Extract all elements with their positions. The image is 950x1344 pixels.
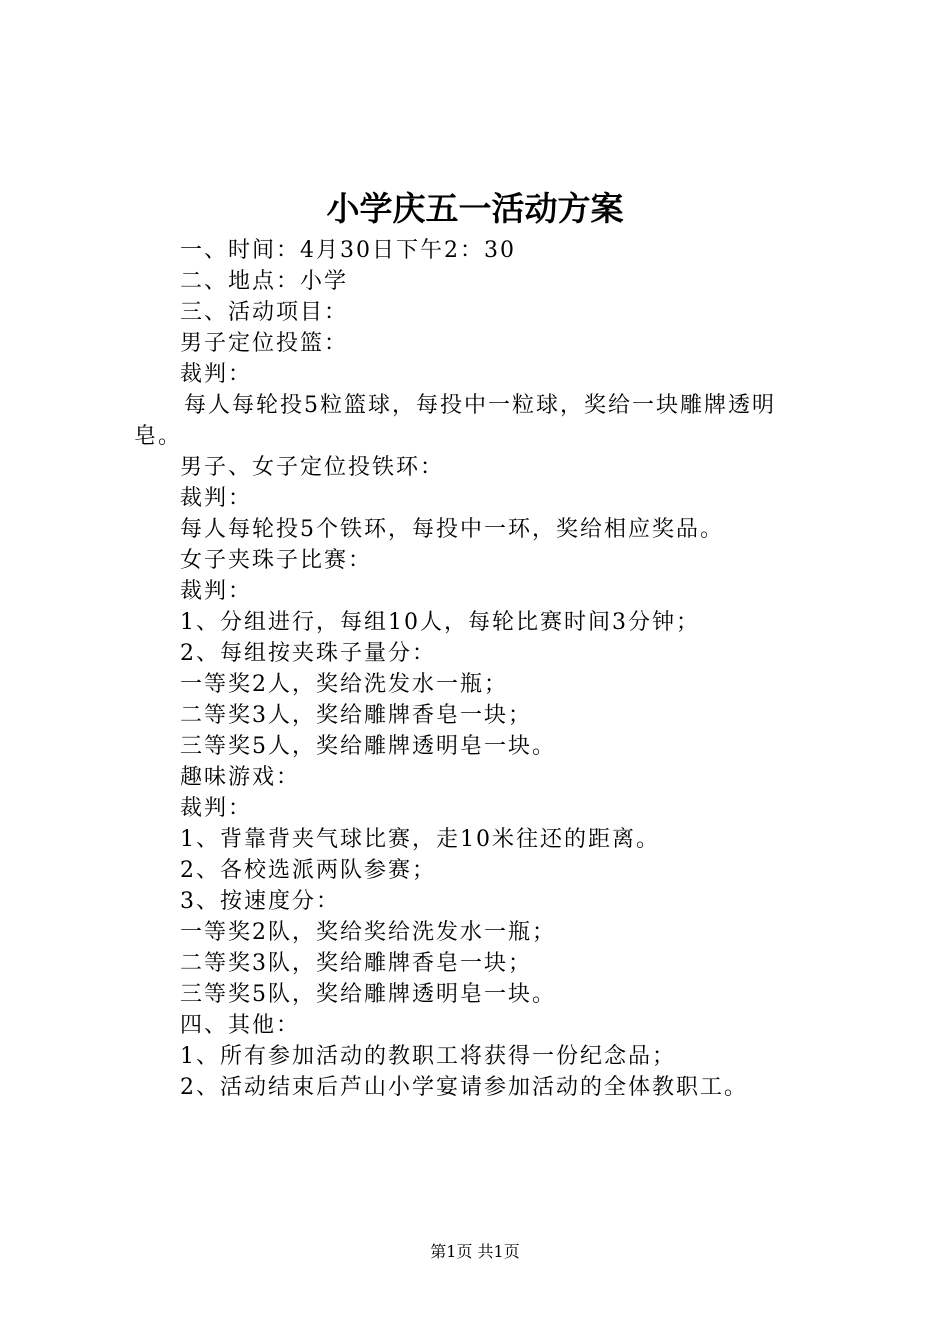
body-line: 裁判： bbox=[180, 796, 253, 821]
body-line: 三等奖5队，奖给雕牌透明皂一块。 bbox=[180, 982, 556, 1007]
body-line: 1、背靠背夹气球比赛，走10米往还的距离。 bbox=[180, 827, 660, 852]
body-line: 男子定位投篮： bbox=[180, 331, 349, 356]
body-line: 2、各校选派两队参赛； bbox=[180, 858, 436, 883]
body-line: 1、分组进行，每组10人，每轮比赛时间3分钟； bbox=[180, 610, 700, 635]
body-line: 一等奖2人，奖给洗发水一瓶； bbox=[180, 672, 508, 697]
body-line: 3、按速度分： bbox=[180, 889, 340, 914]
body-line: 每人每轮投5个铁环，每投中一环，奖给相应奖品。 bbox=[180, 517, 724, 542]
body-line: 二等奖3人，奖给雕牌香皂一块； bbox=[180, 703, 532, 728]
page-footer: 第1页 共1页 bbox=[430, 1242, 520, 1261]
body-line: 皂。 bbox=[134, 424, 183, 449]
body-line: 2、活动结束后芦山小学宴请参加活动的全体教职工。 bbox=[180, 1075, 748, 1100]
body-line: 趣味游戏： bbox=[180, 765, 301, 790]
body-line: 每人每轮投5粒篮球，每投中一粒球，奖给一块雕牌透明 bbox=[184, 393, 776, 418]
body-line: 女子夹珠子比赛： bbox=[180, 548, 373, 573]
body-line: 三等奖5人，奖给雕牌透明皂一块。 bbox=[180, 734, 556, 759]
body-line: 三、活动项目： bbox=[180, 300, 349, 325]
body-line: 1、所有参加活动的教职工将获得一份纪念品； bbox=[180, 1044, 676, 1069]
body-line: 裁判： bbox=[180, 486, 253, 511]
document-title: 小学庆五一活动方案 bbox=[326, 189, 624, 228]
body-line: 二等奖3队，奖给雕牌香皂一块； bbox=[180, 951, 532, 976]
body-line: 2、每组按夹珠子量分： bbox=[180, 641, 436, 666]
body-line: 男子、女子定位投铁环： bbox=[180, 455, 445, 480]
body-line: 裁判： bbox=[180, 362, 253, 387]
body-line: 一等奖2队，奖给奖给洗发水一瓶； bbox=[180, 920, 556, 945]
body-line: 二、地点：小学 bbox=[180, 269, 349, 294]
body-line: 一、时间：4月30日下午2：30 bbox=[180, 238, 516, 263]
body-line: 四、其他： bbox=[180, 1013, 301, 1038]
body-line: 裁判： bbox=[180, 579, 253, 604]
